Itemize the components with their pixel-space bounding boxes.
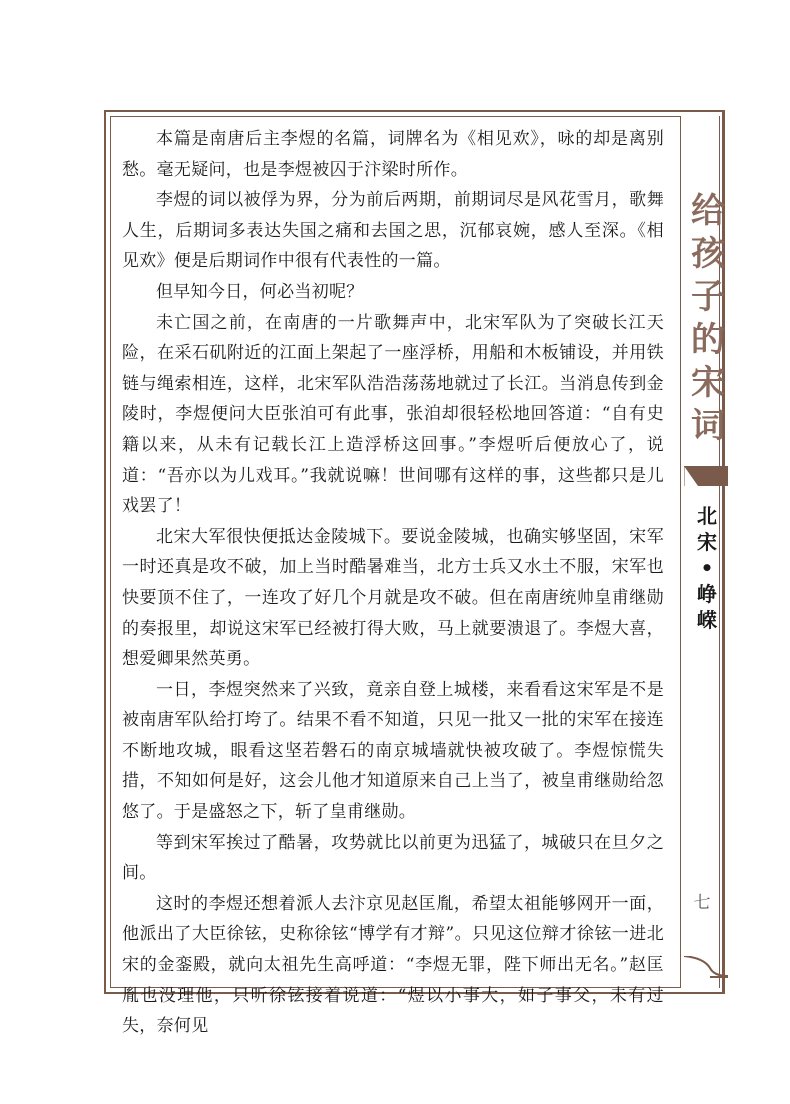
section-title-char: 北 [697,504,717,528]
book-title-char: 宋 [691,363,725,403]
paragraph: 未亡国之前，在南唐的一片歌舞声中，北宋军队为了突破长江天险，在采石矶附近的江面上架起了一座浮桥，用船和木板铺设，并用铁链与绳索相连，这样，北宋军队浩浩荡荡地就过了长江。当消息传到金陵时，李煜便问大臣张洎可有此事，张洎却很轻松地回答道：“自有史籍以来，从未有记载长江上造浮桥这回事。”李煜听后便放心了，说道：“吾亦以为儿戏耳。”我就说嘛！世间哪有这样的事，这些都只是儿戏罢了！ [122,312,664,517]
paragraph: 一日，李煜突然来了兴致，竟亲自登上城楼，来看看这宋军是不是被南唐军队给打垮了。结果不看不知道，只见一批又一批的宋军在接连不断地攻城，眼看这坚若磐石的南京城墙就快被攻破了。李煜惊慌失措，不知如何是好，这会儿他才知道原来自己上当了，被皇甫继勋给忽悠了。于是盛怒之下，斩了皇甫继勋。 [122,679,664,823]
book-title-char: 给 [691,191,725,231]
section-title-char: • [700,556,714,580]
ribbon-ornament [684,466,728,486]
paragraph: 李煜的词以被俘为界，分为前后两期，前期词尽是风花雪月，歌舞人生，后期词多表达失国之痛和去国之思，沉郁哀婉，感人至深。《相见欢》便是后期词作中很有代表性的一篇。 [122,190,664,272]
section-title-char: 宋 [697,530,717,554]
paragraph: 北宋大军很快便抵达金陵城下。要说金陵城，也确实够坚固，宋军一时还真是攻不破，加上当时酷暑难当，北方士兵又水土不服，宋军也快要顶不住了，一连攻了好几个月就是攻不破。但在南唐统帅皇甫继勋的奏报里，却说这宋军已经被打得大败，马上就要溃退了。李煜大喜，想爱卿果然英勇。 [122,526,664,670]
book-title-char: 词 [691,406,725,446]
paragraph: 但早知今日，何必当初呢？ [156,281,364,302]
book-title-char: 孩 [691,234,725,274]
book-title [689,190,727,448]
bottom-curl-ornament [684,956,728,978]
section-title [692,503,722,633]
page-number: 七 [693,893,711,913]
book-title-char: 的 [691,320,725,360]
paragraph: 这时的李煜还想着派人去汴京见赵匡胤，希望太祖能够网开一面，他派出了大臣徐铉，史称徐铉“博学有才辩”。只见这位辩才徐铉一进北宋的金銮殿，就向太祖先生高呼道：“李煜无罪，陛下师出无名。”赵匡胤也没理他，只听徐铉接着说道：“煜以小事大，如子事父，未有过失，奈何见 [122,893,664,1037]
section-title-char: 峥 [697,582,717,606]
paragraph: 本篇是南唐后主李煜的名篇，词牌名为《相见欢》，咏的却是离别愁。毫无疑问，也是李煜被囚于汴梁时所作。 [122,129,664,180]
paragraph: 等到宋军挨过了酷暑，攻势就比以前更为迅猛了，城破只在旦夕之间。 [122,832,664,884]
body-text [122,124,664,1042]
section-title-char: 嵘 [697,608,717,632]
book-title-char: 子 [691,277,725,317]
